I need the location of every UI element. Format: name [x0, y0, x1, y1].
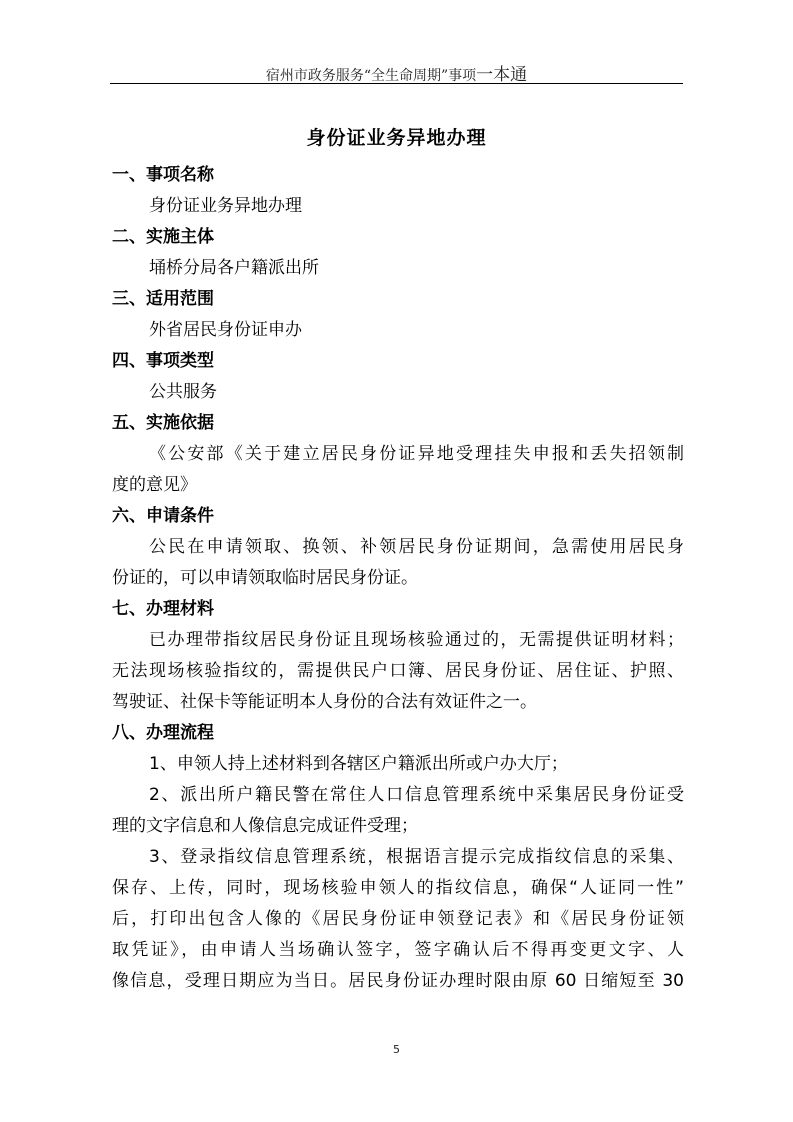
section-heading: 四、事项类型: [112, 351, 214, 371]
running-header-main: 宿州市政务服务“全生命周期”事项: [265, 68, 477, 84]
page-number: 5: [393, 1043, 400, 1056]
process-step: 像信息，受理日期应为当日。居民身份证办理时限由原 60 日缩短至 30: [112, 971, 684, 991]
document-body: [112, 160, 684, 997]
section-text: 《公安部《关于建立居民身份证异地受理挂失申报和丢失招领制: [149, 444, 684, 464]
section-heading: 六、申请条件: [112, 506, 214, 526]
process-step: 取凭证》，由申请人当场确认签字，签字确认后不得再变更文字、人: [112, 940, 684, 960]
section-heading: 七、办理材料: [112, 599, 214, 619]
section-text: 身份证业务异地办理: [149, 196, 302, 216]
section-text: 公民在申请领取、换领、补领居民身份证期间，急需使用居民身: [149, 537, 684, 557]
section-heading: 三、适用范围: [112, 289, 214, 309]
section-text: 已办理带指纹居民身份证且现场核验通过的，无需提供证明材料；: [149, 630, 684, 650]
process-step: 后，打印出包含人像的《居民身份证申领登记表》和《居民身份证领: [112, 909, 684, 929]
document-title: 身份证业务异地办理: [306, 127, 487, 149]
section-heading: 八、办理流程: [112, 723, 214, 743]
section-heading: 五、实施依据: [112, 413, 214, 433]
process-step: 理的文字信息和人像信息完成证件受理；: [112, 816, 418, 836]
section-text: 驾驶证、社保卡等能证明本人身份的合法有效证件之一。: [112, 692, 537, 712]
running-header-tail: 一本通: [476, 65, 528, 85]
process-step: 3、登录指纹信息管理系统，根据语言提示完成指纹信息的采集、: [149, 847, 684, 867]
header-divider: [110, 83, 683, 84]
running-header: [0, 60, 793, 85]
process-step: 2、派出所户籍民警在常住人口信息管理系统中采集居民身份证受: [149, 785, 684, 805]
process-step: 保存、上传，同时，现场核验申领人的指纹信息，确保“人证同一性”: [112, 878, 684, 898]
section-heading: 一、事项名称: [112, 165, 214, 185]
section-text: 埇桥分局各户籍派出所: [149, 258, 319, 278]
process-step: 1、申领人持上述材料到各辖区户籍派出所或户办大厅；: [149, 754, 568, 774]
section-text: 份证的，可以申请领取临时居民身份证。: [112, 568, 418, 588]
section-heading: 二、实施主体: [112, 227, 214, 247]
section-text: 度的意见》: [112, 475, 197, 495]
section-text: 外省居民身份证申办: [149, 320, 302, 340]
section-text: 无法现场核验指纹的，需提供民户口簿、居民身份证、居住证、护照、: [112, 661, 684, 681]
section-text: 公共服务: [149, 382, 217, 402]
